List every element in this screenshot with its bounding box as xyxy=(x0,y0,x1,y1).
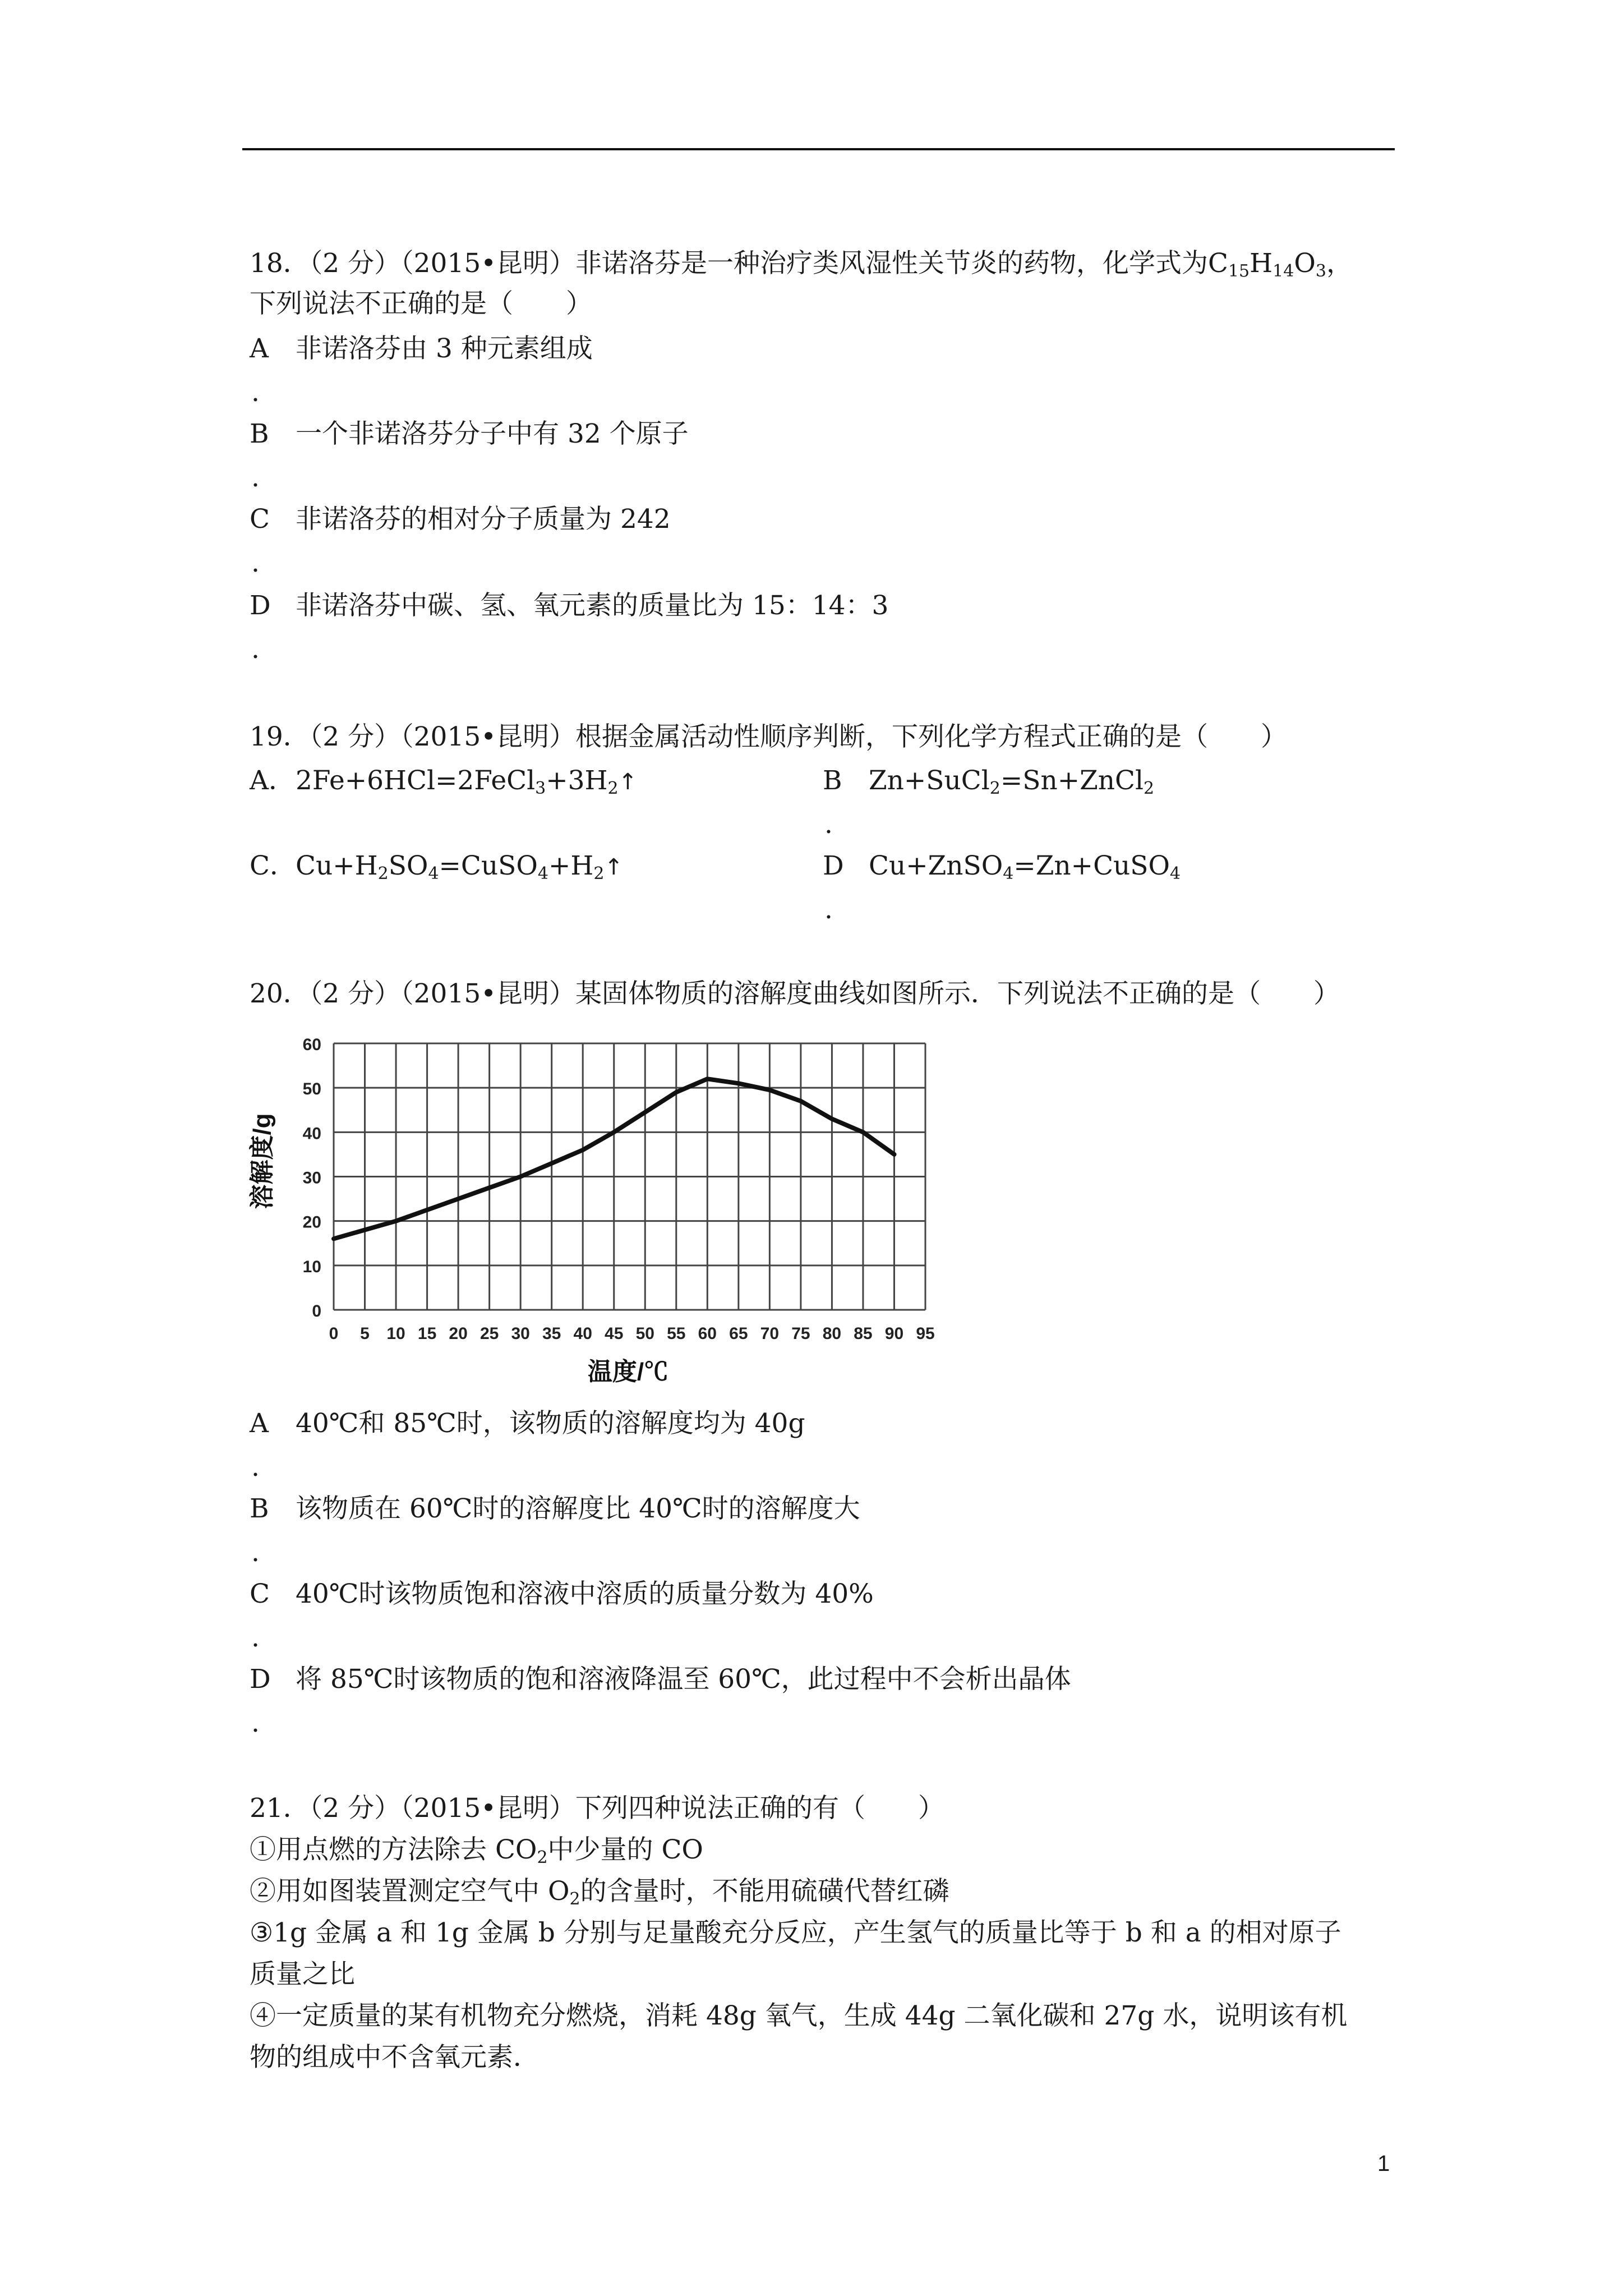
y-tick-label: 10 xyxy=(302,1257,321,1276)
solubility-chart xyxy=(241,1027,948,1391)
x-tick-label: 95 xyxy=(916,1324,935,1343)
q19-option-a: A．$2Fe+6HCl=2FeCl_3+3H_2↑$ xyxy=(250,765,638,798)
q18-option-c: C 非诺洛芬的相对分子质量为 242 xyxy=(250,504,671,535)
x-tick-label: 0 xyxy=(329,1324,339,1343)
x-tick-label: 30 xyxy=(511,1324,530,1343)
q19-option-d-dot: . xyxy=(824,894,833,925)
chart-grid xyxy=(334,1043,925,1310)
q19-option-c: C．$Cu+H_2SO_4=CuSO_4+H_2↑$ xyxy=(250,850,623,884)
q19-stem: 19．（2 分）（2015•昆明）根据金属活动性顺序判断，下列化学方程式正确的是（ ） xyxy=(250,721,1287,752)
q20-option-b-dot: . xyxy=(251,1537,260,1568)
x-tick-label: 35 xyxy=(542,1324,561,1343)
q20-option-d: D 将 85℃时该物质的饱和溶液降温至 60℃，此过程中不会析出晶体 xyxy=(250,1664,1071,1695)
x-tick-label: 15 xyxy=(417,1324,437,1343)
chart-y-ticks xyxy=(303,1036,321,1320)
q19-option-b-dot: . xyxy=(824,809,833,840)
y-tick-label: 50 xyxy=(302,1080,321,1099)
x-tick-label: 20 xyxy=(449,1324,468,1343)
y-tick-label: 40 xyxy=(302,1124,321,1143)
x-tick-label: 45 xyxy=(605,1324,624,1343)
x-tick-label: 70 xyxy=(760,1324,780,1343)
q20-option-d-dot: . xyxy=(251,1708,260,1738)
chart-x-label: 温度/℃ xyxy=(587,1358,669,1386)
x-tick-label: 25 xyxy=(479,1324,499,1343)
chart-x-ticks xyxy=(329,1324,935,1343)
q20-option-a: A 40℃和 85℃时，该物质的溶解度均为 40g xyxy=(250,1408,805,1439)
y-tick-label: 60 xyxy=(302,1036,321,1054)
q21-statement-2: ②用如图装置测定空气中 $O_2$的含量时，不能用硫磺代替红磷 xyxy=(250,1876,949,1909)
q20-option-a-dot: . xyxy=(251,1452,260,1483)
x-tick-label: 10 xyxy=(386,1324,405,1343)
y-tick-label: 30 xyxy=(302,1168,321,1188)
q18-stem-line2: 下列说法不正确的是（ ） xyxy=(250,288,592,319)
header-rule xyxy=(242,148,1395,150)
q20-stem: 20．（2 分）（2015•昆明）某固体物质的溶解度曲线如图所示．下列说法不正确的是（ ） xyxy=(250,978,1340,1009)
q21-statement-3-line1: ③1g 金属 a 和 1g 金属 b 分别与足量酸充分反应，产生氢气的质量比等于 b 和 a 的相对原子 xyxy=(250,1917,1341,1948)
x-tick-label: 55 xyxy=(667,1324,686,1343)
x-tick-label: 80 xyxy=(822,1324,842,1343)
q18-option-d-dot: . xyxy=(251,634,260,665)
q20-option-c: C 40℃时该物质饱和溶液中溶质的质量分数为 40% xyxy=(250,1579,874,1609)
x-tick-label: 65 xyxy=(729,1324,748,1343)
q18-option-d: D 非诺洛芬中碳、氢、氧元素的质量比为 15：14：3 xyxy=(250,590,889,621)
q18-option-b: B 一个非诺洛芬分子中有 32 个原子 xyxy=(250,418,689,449)
q19-option-d: D Cu+ZnSO$_4$=Zn+CuSO$_4$ xyxy=(823,850,1181,884)
q21-statement-4-line1: ④一定质量的某有机物充分燃烧，消耗 48g 氧气，生成 44g 二氧化碳和 27g 水，说明该有机 xyxy=(250,2000,1348,2031)
x-tick-label: 40 xyxy=(573,1324,592,1343)
q19-option-b: B Zn+SuCl$_2$=Sn+ZnCl$_2$ xyxy=(823,765,1155,798)
q18-option-a-dot: . xyxy=(251,377,260,408)
q21-statement-3-line2: 质量之比 xyxy=(250,1959,355,1990)
x-tick-label: 85 xyxy=(854,1324,873,1343)
x-tick-label: 50 xyxy=(635,1324,654,1343)
q18-option-b-dot: . xyxy=(251,462,260,493)
q18-option-c-dot: . xyxy=(251,547,260,578)
q18-stem-line1: 18．（2 分）（2015•昆明）非诺洛芬是一种治疗类风湿性关节炎的药物，化学式为$C_{15}H_{14}O_3$， xyxy=(250,248,1353,281)
q21-statement-1: ①用点燃的方法除去 $CO_2$中少量的 CO xyxy=(250,1834,703,1867)
x-tick-label: 60 xyxy=(698,1324,717,1343)
q20-option-c-dot: . xyxy=(251,1622,260,1653)
y-tick-label: 20 xyxy=(302,1213,321,1232)
x-tick-label: 5 xyxy=(360,1324,370,1343)
x-tick-label: 90 xyxy=(884,1324,904,1343)
y-tick-label: 0 xyxy=(312,1302,321,1320)
q18-option-a: A 非诺洛芬由 3 种元素组成 xyxy=(250,333,593,364)
chart-y-label: 溶解度/g xyxy=(248,1113,276,1209)
page-number: 1 xyxy=(1377,2151,1390,2176)
q21-statement-4-line2: 物的组成中不含氧元素． xyxy=(250,2042,540,2073)
q21-stem: 21．（2 分）（2015•昆明）下列四种说法正确的有（ ） xyxy=(250,1793,944,1824)
x-tick-label: 75 xyxy=(791,1324,810,1343)
q20-option-b: B 该物质在 60℃时的溶解度比 40℃时的溶解度大 xyxy=(250,1493,860,1524)
